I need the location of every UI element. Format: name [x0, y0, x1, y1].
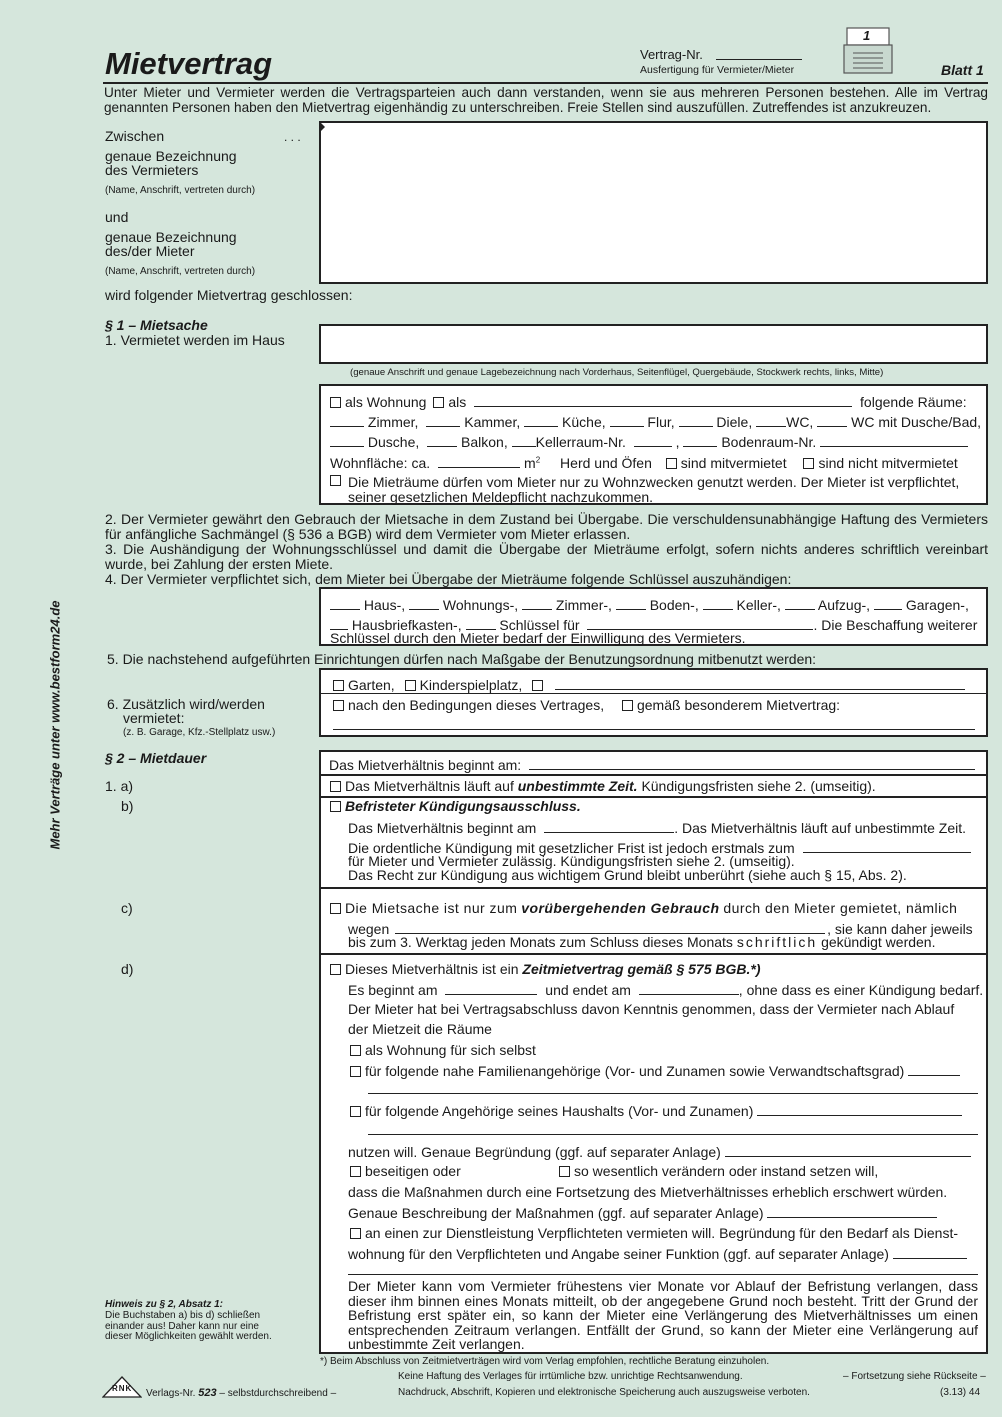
- b-unbest-text: . Das Mietverhältnis läuft auf unbestimmte Zeit.: [674, 820, 966, 836]
- k-wohnung-field[interactable]: [409, 597, 439, 610]
- d-ohne: , ohne dass es einer Kündigung bedarf.: [738, 982, 984, 998]
- keys-row-1: [330, 597, 969, 612]
- k-rest-text: . Die Beschaffung weiterer: [813, 617, 978, 633]
- c-wegen-field[interactable]: [395, 921, 825, 934]
- a-text-bold: unbestimmte Zeit.: [517, 778, 638, 794]
- rooms-row-3: [330, 434, 968, 449]
- kueche-label: Küche,: [562, 414, 606, 430]
- tenant-field[interactable]: [319, 203, 988, 284]
- d-beseitigen-checkbox[interactable]: [350, 1166, 361, 1177]
- as-other-field[interactable]: [474, 394, 852, 407]
- diele-label: Diele,: [716, 414, 753, 430]
- d-dienst-checkbox[interactable]: [350, 1228, 361, 1239]
- k-fuer-label: Schlüssel für: [499, 617, 580, 633]
- c-l2: , sie kann daher jeweils: [827, 921, 973, 937]
- k-fuer-count-field[interactable]: [466, 617, 496, 630]
- d-final-text: Der Mieter kann vom Vermieter frühestens vier Monate vor Ablauf der Befristung verlangen, dass dieser ihm binnen eines Monats mitteilt, ob der angegebene Grund noch besteht. Tritt der Grund der Befristung erst später ein, so kann der Mieter eine Verlängerung des Mietverhältnisses um einen entsprechenden Zeitraum verlangen. Entfällt der Grund, so kann der Mieter eine Verlängerung auf unbestimmte Zeit verlangen.: [348, 1278, 978, 1353]
- d-veraendern-checkbox[interactable]: [559, 1166, 570, 1177]
- d-opt1-checkbox[interactable]: [350, 1045, 361, 1056]
- wc-label: WC,: [786, 414, 814, 430]
- c-l1a: Die Mietsache ist nur zum: [345, 900, 518, 916]
- b-begins-label: Das Mietverhältnis beginnt am: [348, 820, 537, 836]
- as-flat-label: als Wohnung: [345, 394, 427, 410]
- herd-nicht-label: sind nicht mitvermietet: [818, 455, 958, 471]
- b-begins-field[interactable]: [544, 820, 674, 833]
- contract-number-label: Vertrag-Nr.: [640, 47, 703, 62]
- bedingungen-checkbox[interactable]: [333, 700, 344, 711]
- d-opt3-field[interactable]: [757, 1103, 962, 1116]
- boden-number-field[interactable]: [820, 434, 968, 447]
- c-l1b: vorübergehenden Gebrauch: [521, 900, 720, 916]
- landlord-field[interactable]: [319, 121, 988, 205]
- begins-label: Das Mietverhältnis beginnt am:: [329, 757, 522, 773]
- continued-text: – Fortsetzung siehe Rückseite –: [843, 1371, 986, 1382]
- diele-field[interactable]: [679, 414, 713, 427]
- besonders-label: gemäß besonderem Mietvertrag:: [636, 697, 841, 713]
- copy-number: 1: [863, 28, 871, 43]
- hint-text: Die Buchstaben a) bis d) schließen einander aus! Daher kann nur eine dieser Möglichkeiten gewählt werden.: [105, 1310, 272, 1342]
- divider-c: [321, 887, 986, 889]
- a-label: 1. a): [105, 778, 134, 794]
- d-row-2: [348, 982, 983, 997]
- b-row-title: [330, 799, 581, 813]
- s2-heading: § 2 – Mietdauer: [105, 750, 207, 766]
- herd-label: Herd und Öfen: [560, 455, 652, 471]
- d-checkbox[interactable]: [330, 964, 341, 975]
- c-l1c: durch den Mieter gemietet, nämlich: [723, 900, 958, 916]
- d-veraendern: so wesentlich verändern oder instand setzen will,: [574, 1163, 879, 1179]
- d-dienst-field-2[interactable]: [348, 1274, 978, 1275]
- flaeche-label: Wohnfläche: ca.: [330, 455, 431, 471]
- keys-row-3: Schlüssel durch den Mieter bedarf der Einwilligung des Vermieters.: [330, 630, 746, 646]
- d-endet-field[interactable]: [639, 982, 739, 995]
- k-wohnung-label: Wohnungs-,: [442, 597, 519, 613]
- d-l1a: Dieses Mietverhältnis ist ein: [345, 961, 519, 977]
- s1-item6-hint: (z. B. Garage, Kfz.-Stellplatz usw.): [123, 727, 276, 738]
- d-row-1: [330, 962, 761, 976]
- landlord-marker-icon: [319, 121, 325, 133]
- m2-label: m: [524, 455, 536, 471]
- facilities-divider: [321, 693, 986, 694]
- d-row-3: Der Mieter hat bei Vertragsabschluss davon Kenntnis genommen, dass der Vermieter nach Ablauf: [348, 1001, 955, 1017]
- flur-field[interactable]: [610, 414, 644, 427]
- d-opt3-checkbox[interactable]: [350, 1106, 361, 1117]
- d-dienst-row-2: [348, 1246, 967, 1261]
- publisher-line: [146, 1388, 336, 1399]
- garten-label: Garten,: [348, 677, 395, 693]
- begins-field[interactable]: [529, 757, 975, 770]
- rooms-row-2: [330, 414, 981, 429]
- d-dienst-row-1: [350, 1226, 958, 1240]
- keller-count-field[interactable]: [512, 434, 536, 447]
- wohnzweck-text: Die Mieträume dürfen vom Mieter nur zu Wohnzwecken genutzt werden. Der Mieter ist verpflichtet, seiner gesetzlichen Meldepflicht nachzukommen.: [348, 474, 960, 505]
- kueche-field[interactable]: [524, 414, 558, 427]
- dusche-label: Dusche,: [367, 434, 420, 450]
- header-rule: [103, 82, 988, 84]
- b-checkbox[interactable]: [330, 801, 341, 812]
- d-row-4: der Mietzeit die Räume: [348, 1021, 492, 1037]
- s1-item6-1: 6. Zusätzlich wird/werden: [107, 696, 265, 712]
- kammer-label: Kammer,: [464, 414, 521, 430]
- d-l1b: Zeitmietvertrag gemäß § 575 BGB.*): [522, 961, 761, 977]
- tenant-label-1: genaue Bezeichnung: [105, 229, 237, 245]
- d-opt-3: [350, 1103, 962, 1118]
- k-brief-field[interactable]: [330, 617, 348, 630]
- d-beseitigen-row: [350, 1164, 461, 1178]
- c-row-3: [348, 935, 935, 949]
- additional-row: [333, 698, 840, 712]
- d-nutzen: nutzen will. Genaue Begründung (ggf. auf separater Anlage): [348, 1144, 721, 1160]
- d-o1-label: als Wohnung für sich selbst: [365, 1042, 536, 1058]
- k-aufzug-label: Aufzug-,: [817, 597, 871, 613]
- keller-comma: ,: [675, 434, 680, 450]
- s1-item2: 2. Der Vermieter gewährt den Gebrauch der Mietsache in dem Zustand bei Übergabe. Die verschuldensunabhängige Haftung des Vermieters für anfängliche Sachmängel (§ 536 a BGB) wird dem Vermieter vom Mieter erlassen.: [105, 511, 988, 542]
- publisher-label: Verlags-Nr.: [146, 1388, 196, 1399]
- keller-number-field[interactable]: [634, 434, 672, 447]
- dusche-field[interactable]: [330, 434, 364, 447]
- d-o2-label: für folgende nahe Familienangehörige (Vor- und Zunamen sowie Verwandtschaftsgrad): [365, 1063, 905, 1079]
- logo-text: RNK: [112, 1384, 133, 1393]
- zimmer-label: Zimmer,: [367, 414, 419, 430]
- landlord-label-1: genaue Bezeichnung: [105, 148, 237, 164]
- k-boden-label: Boden-,: [649, 597, 699, 613]
- begins-row: [329, 757, 975, 772]
- k-garagen-label: Garagen-,: [905, 597, 969, 613]
- d-dienst2: wohnung für den Verpflichteten und Angabe seiner Funktion (ggf. auf separater Anlage): [348, 1246, 889, 1262]
- balkon-field[interactable]: [427, 434, 457, 447]
- between-dots: . . .: [284, 130, 301, 144]
- a-row: [330, 779, 876, 793]
- d-massnahmen: dass die Maßnahmen durch eine Fortsetzung des Mietverhältnisses erheblich erschwert würden.: [348, 1184, 948, 1200]
- c-l3a: bis zum 3. Werktag jeden Monats zum Schluss dieses Monats: [348, 934, 733, 950]
- c-l3b: schriftlich: [736, 934, 818, 950]
- s1-item6-2: vermietet:: [123, 710, 185, 726]
- sheet-label: Blatt 1: [941, 62, 984, 78]
- bedingungen-label: nach den Bedingungen dieses Vertrages,: [348, 697, 605, 713]
- s1-item4: 4. Der Vermieter verpflichtet sich, dem Mieter bei Übergabe der Mieträume folgende Schlüssel auszuhändigen:: [105, 571, 792, 587]
- d-opt-2: [350, 1063, 960, 1078]
- herd-mit-checkbox[interactable]: [666, 458, 677, 469]
- b-l1-text: Die ordentliche Kündigung mit gesetzlicher Frist ist jedoch erstmals zum: [348, 840, 795, 856]
- c-checkbox[interactable]: [330, 903, 341, 914]
- k-garagen-field[interactable]: [874, 597, 902, 610]
- d-opt-1: [350, 1043, 536, 1057]
- footnote: *) Beim Abschluss von Zeitmietverträgen wird vom Verlag empfohlen, rechtliche Beratung einzuholen.: [320, 1356, 770, 1367]
- balkon-label: Balkon,: [461, 434, 508, 450]
- d-beschreibung-field[interactable]: [767, 1205, 937, 1218]
- landlord-hint: (Name, Anschrift, vertreten durch): [105, 185, 256, 196]
- b-row-3: Das Recht zur Kündigung aus wichtigem Grund bleibt unberührt (siehe auch § 15, Abs. 2).: [348, 867, 907, 883]
- divider-d: [321, 953, 986, 955]
- herd-nicht-checkbox[interactable]: [803, 458, 814, 469]
- edition-text: (3.13) 44: [940, 1387, 981, 1398]
- d-opt2-checkbox[interactable]: [350, 1066, 361, 1077]
- tenant-hint: (Name, Anschrift, vertreten durch): [105, 266, 256, 277]
- side-advert: Mehr Verträge unter www.bestform24.de: [47, 600, 63, 850]
- d-veraendern-row: [559, 1164, 878, 1178]
- keller-label: Kellerraum-Nr.: [535, 434, 626, 450]
- flur-label: Flur,: [647, 414, 675, 430]
- wc-field[interactable]: [756, 414, 786, 427]
- other-facility-checkbox[interactable]: [532, 680, 543, 691]
- zimmer-field[interactable]: [330, 414, 364, 427]
- rooms-row-4: [330, 455, 958, 470]
- address-hint: (genaue Anschrift und genaue Lagebezeichnung nach Vorderhaus, Seitenflügel, Quergebäude, Stockwerk rechts, links, Mitte): [350, 367, 884, 378]
- copy-label: Ausfertigung für Vermieter/Mieter: [640, 64, 795, 76]
- a-text-1: Das Mietverhältnis läuft auf: [345, 778, 514, 794]
- b-kuendigung-field[interactable]: [803, 840, 971, 853]
- d-endet: und endet am: [545, 982, 631, 998]
- publisher-number: 523: [198, 1387, 217, 1399]
- d-nutzen-field[interactable]: [725, 1144, 971, 1157]
- and-label: und: [105, 209, 129, 225]
- as-other-label: als: [448, 394, 467, 410]
- boden-count-field[interactable]: [683, 434, 717, 447]
- tenant-label-2: des/der Mieter: [105, 243, 195, 259]
- facilities-row: [333, 677, 965, 692]
- c-row-1: [330, 901, 957, 915]
- wc-dusche-label: WC mit Dusche/Bad,: [851, 414, 982, 430]
- herd-mit-label: sind mitvermietet: [680, 455, 787, 471]
- k-keller-label: Keller-,: [736, 597, 781, 613]
- k-brief-label: Hausbriefkasten-,: [351, 617, 462, 633]
- k-zimmer-label: Zimmer-,: [555, 597, 612, 613]
- k-keller-field[interactable]: [703, 597, 733, 610]
- d-o3-label: für folgende Angehörige seines Haushalts (Vor- und Zunamen): [365, 1103, 754, 1119]
- publisher-note: – selbstdurchschreibend –: [219, 1388, 337, 1399]
- kammer-field[interactable]: [426, 414, 460, 427]
- d-beginnt-field[interactable]: [445, 982, 537, 995]
- a-checkbox[interactable]: [330, 781, 341, 792]
- m2-exponent: 2: [535, 455, 541, 465]
- k-zimmer-field[interactable]: [522, 597, 552, 610]
- d-beschreibung: Genaue Beschreibung der Maßnahmen (ggf. auf separater Anlage): [348, 1205, 764, 1221]
- between-label: Zwischen: [105, 128, 165, 144]
- landlord-label-2: des Vermieters: [105, 162, 199, 178]
- additional-field[interactable]: [333, 729, 975, 730]
- d-beseitigen: beseitigen oder: [365, 1163, 461, 1179]
- besonders-checkbox[interactable]: [622, 700, 633, 711]
- page-title: Mietvertrag: [105, 46, 273, 81]
- s1-heading: § 1 – Mietsache: [105, 317, 208, 333]
- spiel-label: Kinderspielplatz,: [419, 677, 523, 693]
- k-aufzug-field[interactable]: [785, 597, 815, 610]
- other-facility-field[interactable]: [555, 677, 965, 690]
- s1-item3: 3. Die Aushändigung der Wohnungsschlüssel und damit die Übergabe der Mieträume erfolgt, sofern nichts anderes schriftlich vereinbart wurde, bei Zahlung der ersten Miete.: [105, 541, 988, 572]
- as-flat-checkbox[interactable]: [330, 397, 341, 408]
- publisher-logo-icon: [102, 1376, 142, 1398]
- rooms-row-1: [330, 394, 967, 409]
- c-label: c): [121, 900, 133, 916]
- copy-stack-icon: [843, 25, 893, 75]
- concluded-text: wird folgender Mietvertrag geschlossen:: [105, 287, 353, 303]
- copyright-text: Nachdruck, Abschrift, Kopieren und elektronische Speicherung auch auszugsweise verboten.: [398, 1387, 810, 1398]
- wohnzweck-checkbox[interactable]: [330, 475, 341, 486]
- d-label: d): [121, 961, 134, 977]
- boden-label: Bodenraum-Nr.: [721, 434, 817, 450]
- contract-number-field[interactable]: [716, 59, 802, 60]
- rooms-label: folgende Räume:: [860, 394, 967, 410]
- divider-a: [321, 774, 986, 776]
- flaeche-field[interactable]: [438, 455, 520, 468]
- k-haus-label: Haus-,: [363, 597, 406, 613]
- spiel-checkbox[interactable]: [405, 680, 416, 691]
- k-haus-field[interactable]: [330, 597, 360, 610]
- k-boden-field[interactable]: [616, 597, 646, 610]
- liability-text: Keine Haftung des Verlages für irrtümliche bzw. unrichtige Rechtsanwendung.: [398, 1371, 743, 1382]
- b-title: Befristeter Kündigungsausschluss.: [345, 798, 581, 814]
- d-dienst1: an einen zur Dienstleistung Verpflichteten vermieten will. Begründung für den Bedarf als Dienst-: [365, 1225, 958, 1241]
- c-wegen: wegen: [348, 921, 390, 937]
- d-beschreibung-row: [348, 1205, 937, 1220]
- d-nutzen-row: [348, 1144, 971, 1159]
- d-beginnt: Es beginnt am: [348, 982, 438, 998]
- c-l3c: gekündigt werden.: [821, 934, 936, 950]
- wc-dusche-field[interactable]: [817, 414, 847, 427]
- d-dienst-field[interactable]: [893, 1246, 967, 1259]
- s1-item1: 1. Vermietet werden im Haus: [105, 332, 285, 348]
- a-text-2: Kündigungsfristen siehe 2. (umseitig).: [641, 778, 876, 794]
- s1-item5: 5. Die nachstehend aufgeführten Einrichtungen dürfen nach Maßgabe der Benutzungsordnung mitbenutzt werden:: [107, 651, 817, 667]
- garten-checkbox[interactable]: [333, 680, 344, 691]
- b-row-2: für Mieter und Vermieter zulässig. Kündigungsfristen siehe 2. (umseitig).: [348, 853, 795, 869]
- b-row-begins: [348, 820, 966, 835]
- k-fuer-field[interactable]: [587, 617, 813, 630]
- d-opt2-field[interactable]: [908, 1063, 960, 1076]
- d-opt2-field-2[interactable]: [368, 1093, 978, 1094]
- address-field[interactable]: [319, 324, 988, 364]
- hint-title: Hinweis zu § 2, Absatz 1:: [105, 1299, 223, 1310]
- intro-text: Unter Mieter und Vermieter werden die Vertragsparteien auch dann verstanden, wenn sie aus mehreren Personen bestehen. Alle im Vertrag genannten Personen haben den Mietvertrag eigenhändig zu unterschreiben. Freie Stellen sind auszufüllen. Zutreffendes ist anzukreuzen.: [104, 85, 988, 115]
- b-label: b): [121, 798, 134, 814]
- as-other-checkbox[interactable]: [433, 397, 444, 408]
- d-opt3-field-2[interactable]: [368, 1134, 978, 1135]
